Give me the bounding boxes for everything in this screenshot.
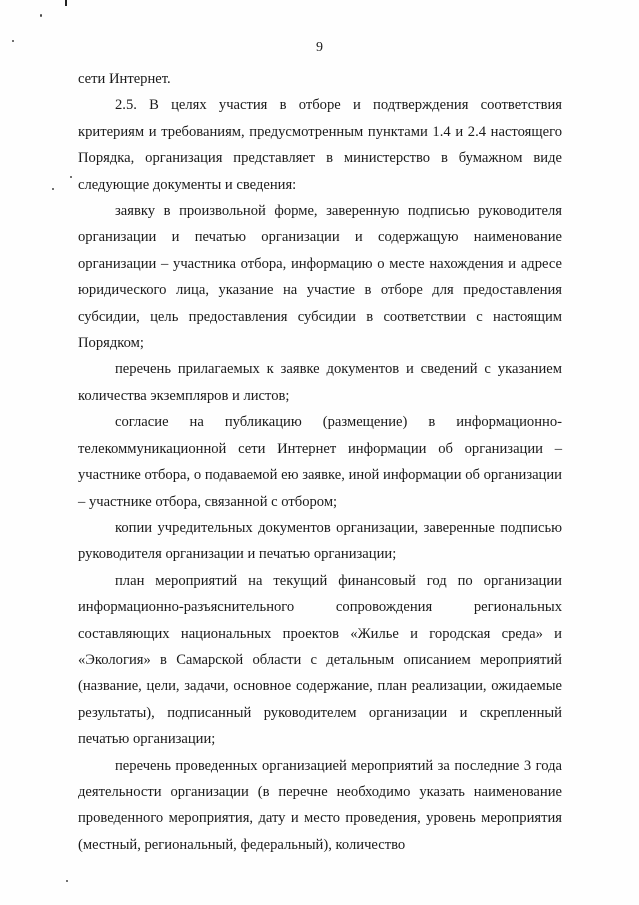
paragraph: копии учредительных документов организации, заверенные подписью руководителя организации и печатью организации; [78,519,562,563]
scan-mark-top [65,0,67,6]
paragraph: перечень проведенных организацией мероприятий за последние 3 года деятельности организации (в перечне необходимо указать наименование проведенного мероприятия, дату и место проведения, уровень мероприятия (местный, региональный, федеральный), количество [78,757,562,853]
scan-speck [40,14,42,17]
page-number: 9 [316,40,323,55]
paragraph: перечень прилагаемых к заявке документов и сведений с указанием количества экземпляров и листов; [78,361,562,404]
paragraph: сети Интернет. [78,71,171,87]
paragraph: согласие на публикацию (размещение) в информационно-телекоммуникационной сети Интернет информации об организации – участнике отбора, о подаваемой ею заявке, иной информации об организации – участнике отбора, связанной с отбором; [78,414,562,510]
paragraph: план мероприятий на текущий финансовый год по организации информационно-разъяснительного сопровождения региональных составляющих национальных проектов «Жилье и городская среда» и «Экология» в Самарской области с детальным описанием мероприятий (название, цели, задачи, основное содержание, план реализации, ожидаемые результаты), подписанный руководителем организации и скрепленный печатью организации; [78,572,562,748]
paragraph: 2.5. В целях участия в отборе и подтверждения соответствия критериям и требованиям, предусмотренным пунктами 1.4 и 2.4 настоящего Порядка, организация представляет в министерство в бумажном виде следующие документы и сведения: [78,97,562,193]
document-body [78,66,562,858]
scan-speck [52,188,54,190]
paragraph: заявку в произвольной форме, заверенную подписью руководителя организации и печатью организации и содержащую наименование организации – участника отбора, информацию о месте нахождения и адресе юридического лица, указание на участие в отборе для предоставления субсидии, цель предоставления субсидии в соответствии с настоящим Порядком; [78,203,562,352]
scan-speck [66,880,68,882]
scan-speck [70,176,72,178]
